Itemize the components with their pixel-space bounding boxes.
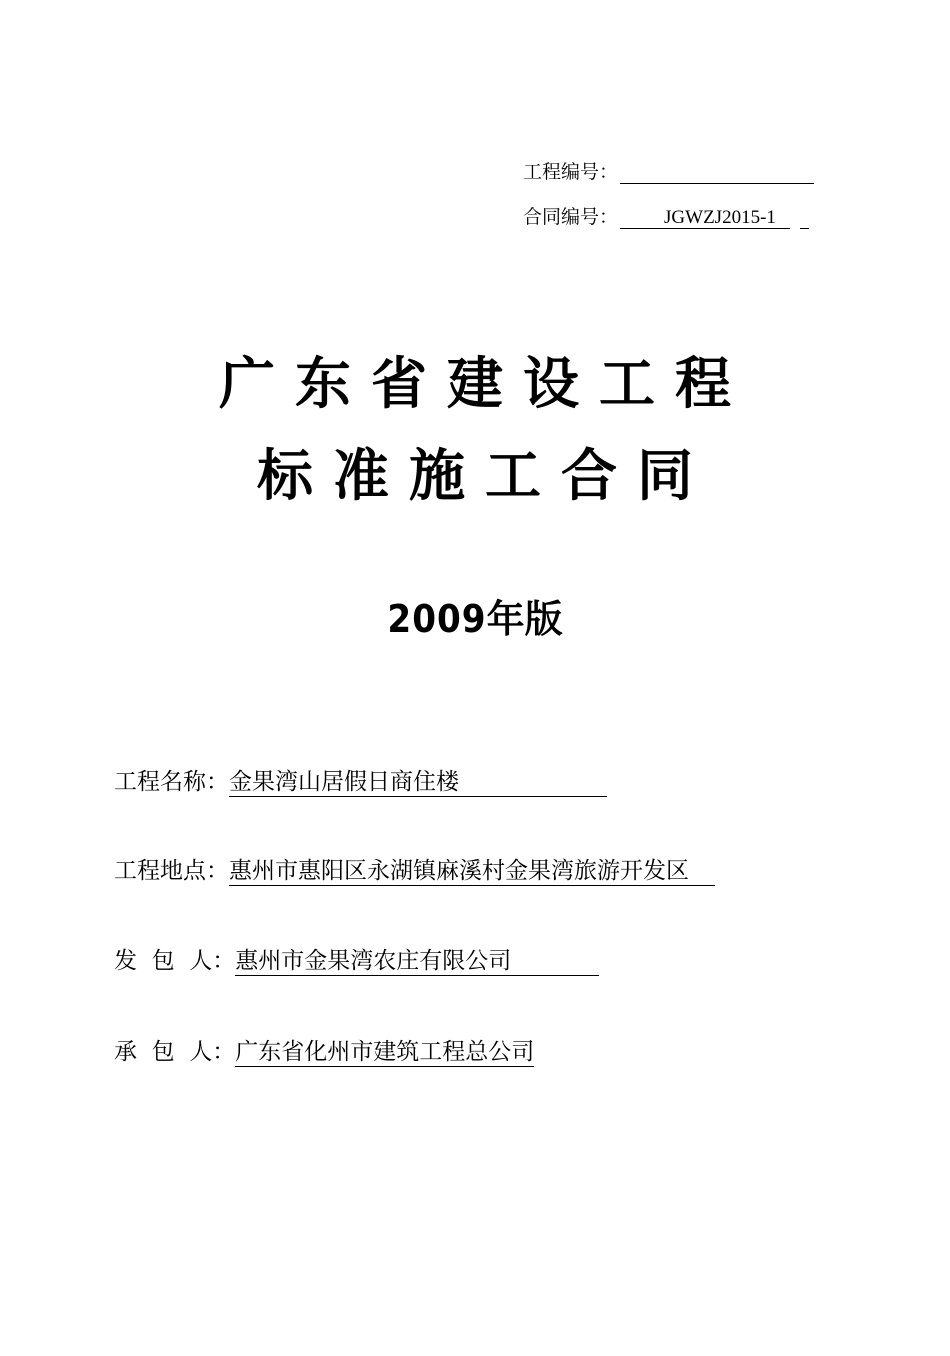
- project-location-label: 工程地点：: [114, 858, 229, 884]
- project-location-value: 惠州市惠阳区永湖镇麻溪村金果湾旅游开发区: [229, 857, 715, 886]
- contract-number-tail-line: [800, 207, 809, 229]
- project-name-field: [114, 767, 607, 797]
- project-number-row: [523, 160, 814, 184]
- document-title-line-2: 标准施工合同: [257, 444, 713, 509]
- project-location-field: [114, 856, 715, 886]
- employer-field: [114, 946, 599, 976]
- edition-suffix: 年版: [486, 597, 563, 641]
- project-name-label: 工程名称：: [114, 769, 229, 795]
- contract-number-row: [523, 205, 809, 229]
- project-name-value: 金果湾山居假日商住楼: [229, 768, 607, 797]
- contract-number-label: 合同编号：: [523, 206, 619, 228]
- contract-number-value: JGWZJ2015-1: [620, 207, 790, 229]
- employer-value: 惠州市金果湾农庄有限公司: [235, 947, 599, 976]
- employer-label: 发 包 人：: [114, 948, 236, 974]
- project-number-blank: [620, 163, 814, 184]
- contractor-label: 承 包 人：: [114, 1039, 236, 1065]
- contractor-field: [114, 1037, 534, 1067]
- edition-label: [0, 588, 950, 643]
- edition-year: 2009: [387, 597, 487, 641]
- project-number-label: 工程编号：: [523, 161, 619, 183]
- contractor-value: 广东省化州市建筑工程总公司: [235, 1039, 535, 1065]
- document-title-line-1: 广东省建设工程: [219, 352, 751, 417]
